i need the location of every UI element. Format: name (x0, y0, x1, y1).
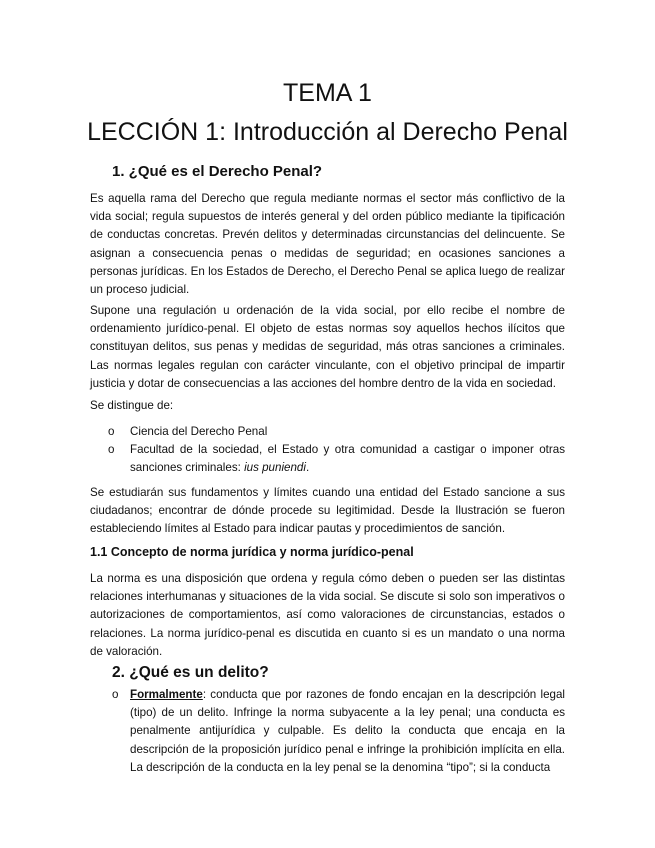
bullet-marker: o (112, 688, 119, 701)
list-item-text (130, 441, 565, 477)
section-1-heading: 1. ¿Qué es el Derecho Penal? (112, 163, 323, 180)
lesson-title: LECCIÓN 1: Introducción al Derecho Penal (87, 118, 568, 146)
section-1-paragraph-4: Se estudiarán sus fundamentos y límites cuando una entidad del Estado sancione a sus ciudadanos; encontrar de dónde procede su legitimidad. Desde la Ilustración se fueron estableciendo límites al Estado para indicar pautas y procedimientos de sanción. (90, 486, 565, 536)
list-item-text: Ciencia del Derecho Penal (130, 425, 268, 438)
topic-title: TEMA 1 (283, 79, 372, 107)
formalmente-label: Formalmente (130, 688, 203, 701)
section-1-paragraph-2: Supone una regulación u ordenación de la vida social, por ello recibe el nombre de ordenamiento jurídico-penal. El objeto de estas normas soy aquellos hechos ilícitos que constituyan delitos, sus penas y medidas de seguridad, más otras sanciones a criminales. Las normas legales regulan con carácter vinculante, con el objetivo principal de impartir justicia y dotar de consecuencias a las acciones del hombre dentro de la vida en sociedad. (90, 304, 565, 390)
list-item-end: . (305, 461, 310, 475)
formalmente-text: : conducta que por razones de fondo encajan en la descripción legal (tipo) de un delito. Infringe la norma subyacente a la ley penal; una conducta es penalmente antijurídica y culpable. Es delito la conducta que encaja en la descripción de la proposición jurídico penal e infringe la prohibición implícita en ella. La descripción de la conducta en la ley penal se la denomina “tipo”; si la conducta (130, 688, 565, 774)
bullet-marker: o (108, 425, 115, 438)
section-1-paragraph-3: Se distingue de: (90, 399, 174, 412)
section-1-paragraph-1: Es aquella rama del Derecho que regula mediante normas el sector más conflictivo de la vida social; regula supuestos de interés general y del orden público mediante la tipificación de conductas concretas. Prevén delitos y determinadas circunstancias del delincuente. Se asignan a consecuencia penas o medidas de seguridad; en ocasiones sanciones a personas jurídicas. En los Estados de Derecho, el Derecho Penal se aplica luego de realizar un proceso judicial. (90, 192, 565, 297)
section-1-1-heading: 1.1 Concepto de norma jurídica y norma jurídico-penal (90, 545, 414, 559)
section-1-1-paragraph: La norma es una disposición que ordena y regula cómo deben o pueden ser las distintas relaciones interhumanas y situaciones de la vida social. Se discute si solo son imperativos o autorizaciones de comportamientos, así como valoraciones de circunstancias, estados o relaciones. La norma jurídico-penal es discutida en cuanto si es un mandato o una norma de valoración. (90, 572, 565, 658)
list-item-text (130, 686, 565, 777)
list-item-text-main: Facultad de la sociedad, el Estado y otra comunidad a castigar o imponer otras sanciones criminales: (130, 443, 565, 475)
ius-puniendi-term: ius puniendi (244, 461, 306, 475)
section-2-heading: 2. ¿Qué es un delito? (112, 664, 269, 681)
bullet-marker: o (108, 443, 115, 456)
